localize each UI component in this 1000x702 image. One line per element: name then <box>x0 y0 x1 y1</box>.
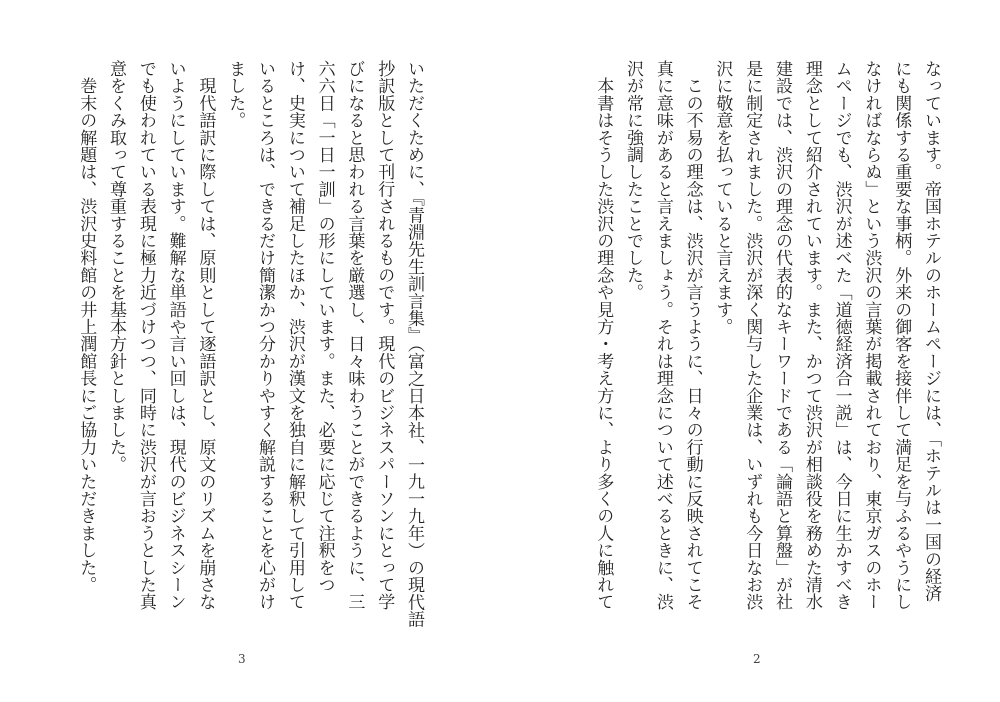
left-page-body <box>70 60 428 628</box>
text-line: でも使われている表現に極力近づけつつ、同時に渋沢が言おうとした真 <box>135 60 156 611</box>
text-line: 抄訳版として刊行されるものです。現代のビジネスパーソンにとって学 <box>374 60 395 611</box>
text-line: ました。 <box>225 60 246 129</box>
page-number: 3 <box>238 652 246 666</box>
text-line: いただくために、『青淵先生訓言集』（富之日本社、一九一九年）の現代語 <box>404 60 424 628</box>
text-line: いようにしています。難解な単語や言い回しは、現代のビジネスシーン <box>165 60 186 611</box>
text-line: びになると思われる言葉を厳選し、日々味わうことができるように、三 <box>344 60 365 611</box>
text-line: 真に意味があると言えましょう。それは理念について述べるときに、渋 <box>652 60 673 611</box>
right-page <box>500 0 1000 702</box>
text-line: 本書はそうした渋沢の理念や見方・考え方に、より多くの人に触れて <box>593 60 614 611</box>
text-line: 沢が常に強調したことでした。 <box>623 60 644 301</box>
right-page-body <box>587 60 945 620</box>
text-line: け、史実について補足したほか、渋沢が漢文を独自に解釈して引用して <box>284 60 305 611</box>
text-line: 建設では、渋沢の理念の代表的なキーワードである「論語と算盤」が社 <box>772 60 793 611</box>
text-line: 巻末の解題は、渋沢史料館の井上潤館長にご協力いただきました。 <box>76 60 97 594</box>
text-line: この不易の理念は、渋沢が言うように、日々の行動に反映されてこそ <box>682 60 703 611</box>
text-line: 意をくみ取って尊重することを基本方針としました。 <box>106 60 127 473</box>
text-line: ムページでも、渋沢が述べた「道徳経済合一説」は、今日に生かすべき <box>831 60 852 611</box>
text-line: 現代語訳に際しては、原則として逐語訳とし、原文のリズムを崩さな <box>195 60 216 611</box>
text-line: にも関係する重要な事柄。外来の御客を接伴して満足を与ふるやうにし <box>891 60 912 611</box>
text-line: 是に制定されました。渋沢が深く関与した企業は、いずれも今日なお渋 <box>742 60 763 611</box>
text-line: なければならぬ」という渋沢の言葉が掲載されており、東京ガスのホー <box>861 60 882 611</box>
text-line: 理念として紹介されています。また、かつて渋沢が相談役を務めた清水 <box>801 60 822 611</box>
text-line: 沢に敬意を払っていると言えます。 <box>712 60 733 336</box>
page-number: 2 <box>753 652 761 666</box>
text-line: なっています。帝国ホテルのホームページには、「ホテルは一国の経済 <box>921 60 941 602</box>
text-line: 六六日「一日一訓」の形にしています。また、必要に応じて注釈をつ <box>314 60 335 594</box>
text-line: いるところは、できるだけ簡潔かつ分かりやすく解説することを心がけ <box>255 60 276 611</box>
